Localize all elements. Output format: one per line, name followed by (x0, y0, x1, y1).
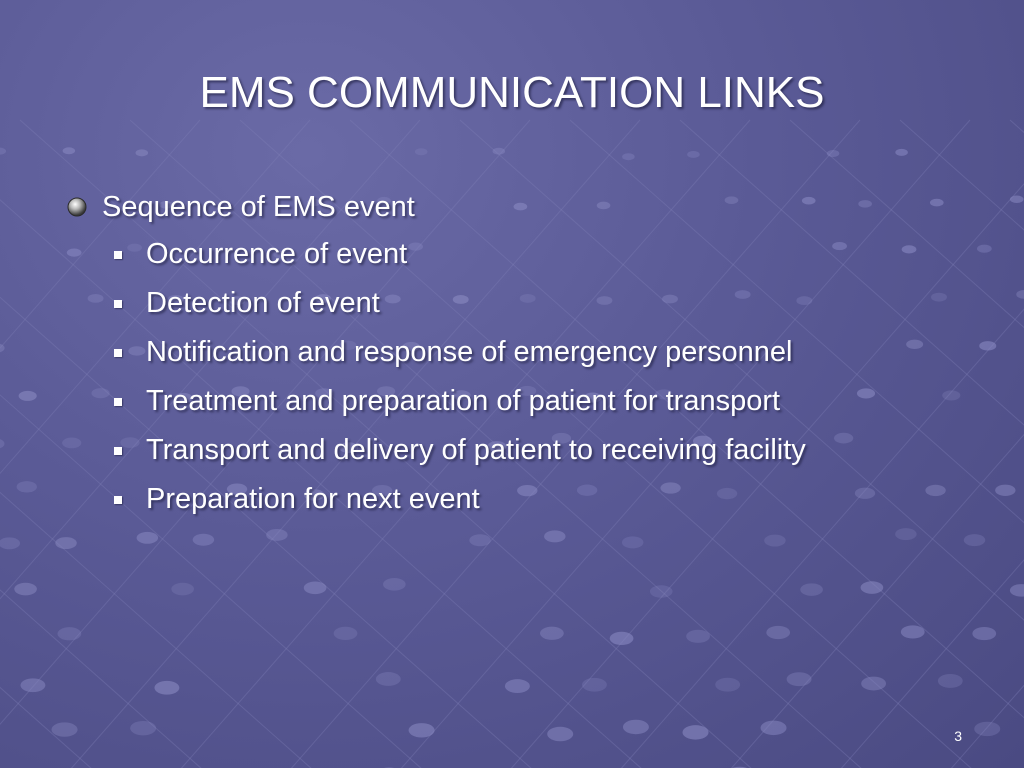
sub-bullet-text: Preparation for next event (146, 483, 480, 515)
square-bullet-icon (114, 300, 122, 308)
slide-title: EMS COMMUNICATION LINKS (199, 68, 825, 117)
sub-bullet-text: Detection of event (146, 287, 380, 319)
sub-bullet-item (62, 279, 982, 328)
sub-bullet-text: Occurrence of event (146, 238, 408, 270)
main-bullet-text: Sequence of EMS event (102, 190, 415, 223)
sub-bullet-text: Treatment and preparation of patient for transport (146, 385, 781, 417)
slide-content (62, 184, 982, 524)
page-number: 3 (954, 728, 962, 744)
sub-bullet-item (62, 426, 982, 475)
square-bullet-icon (114, 349, 122, 357)
square-bullet-icon (114, 496, 122, 504)
sub-bullet-list (62, 230, 982, 524)
sub-bullet-item (62, 475, 982, 524)
sub-bullet-text: Transport and delivery of patient to receiving facility (146, 434, 806, 466)
main-bullet-item (62, 184, 982, 230)
sphere-bullet-icon (66, 196, 88, 218)
square-bullet-icon (114, 398, 122, 406)
square-bullet-icon (114, 251, 122, 259)
sub-bullet-item (62, 230, 982, 279)
sub-bullet-item (62, 377, 982, 426)
sub-bullet-item (62, 328, 982, 377)
sub-bullet-text: Notification and response of emergency personnel (146, 336, 793, 368)
square-bullet-icon (114, 447, 122, 455)
